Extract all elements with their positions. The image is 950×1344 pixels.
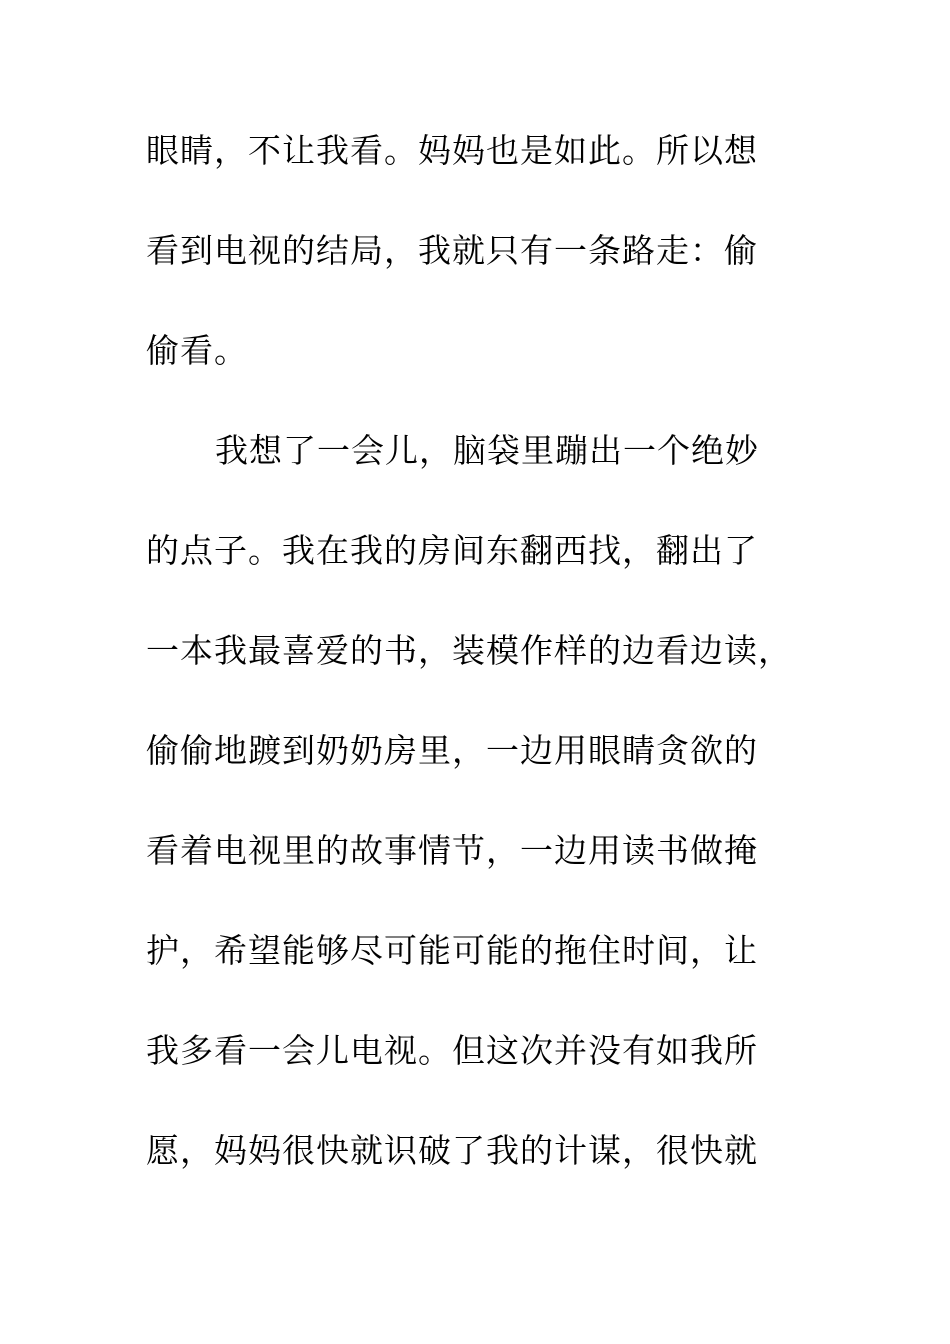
body-text — [146, 126, 806, 1226]
text-line: 看到电视的结局，我就只有一条路走：偷 — [146, 231, 758, 270]
text-line: 护，希望能够尽可能可能的拖住时间，让 — [146, 931, 758, 970]
text-line: 偷偷地踱到奶奶房里，一边用眼睛贪欲的 — [146, 731, 758, 770]
text-line: 眼睛，不让我看。妈妈也是如此。所以想 — [146, 131, 758, 170]
text-line: 的点子。我在我的房间东翻西找，翻出了 — [146, 531, 758, 570]
text-line: 愿，妈妈很快就识破了我的计谋，很快就 — [146, 1131, 758, 1170]
text-line: 我多看一会儿电视。但这次并没有如我所 — [146, 1031, 758, 1070]
text-line: 一本我最喜爱的书，装模作样的边看边读， — [146, 631, 792, 670]
paragraph-start-line: 我想了一会儿，脑袋里蹦出一个绝妙 — [215, 431, 759, 470]
text-line: 看着电视里的故事情节，一边用读书做掩 — [146, 831, 758, 870]
text-line: 偷看。 — [146, 331, 248, 370]
